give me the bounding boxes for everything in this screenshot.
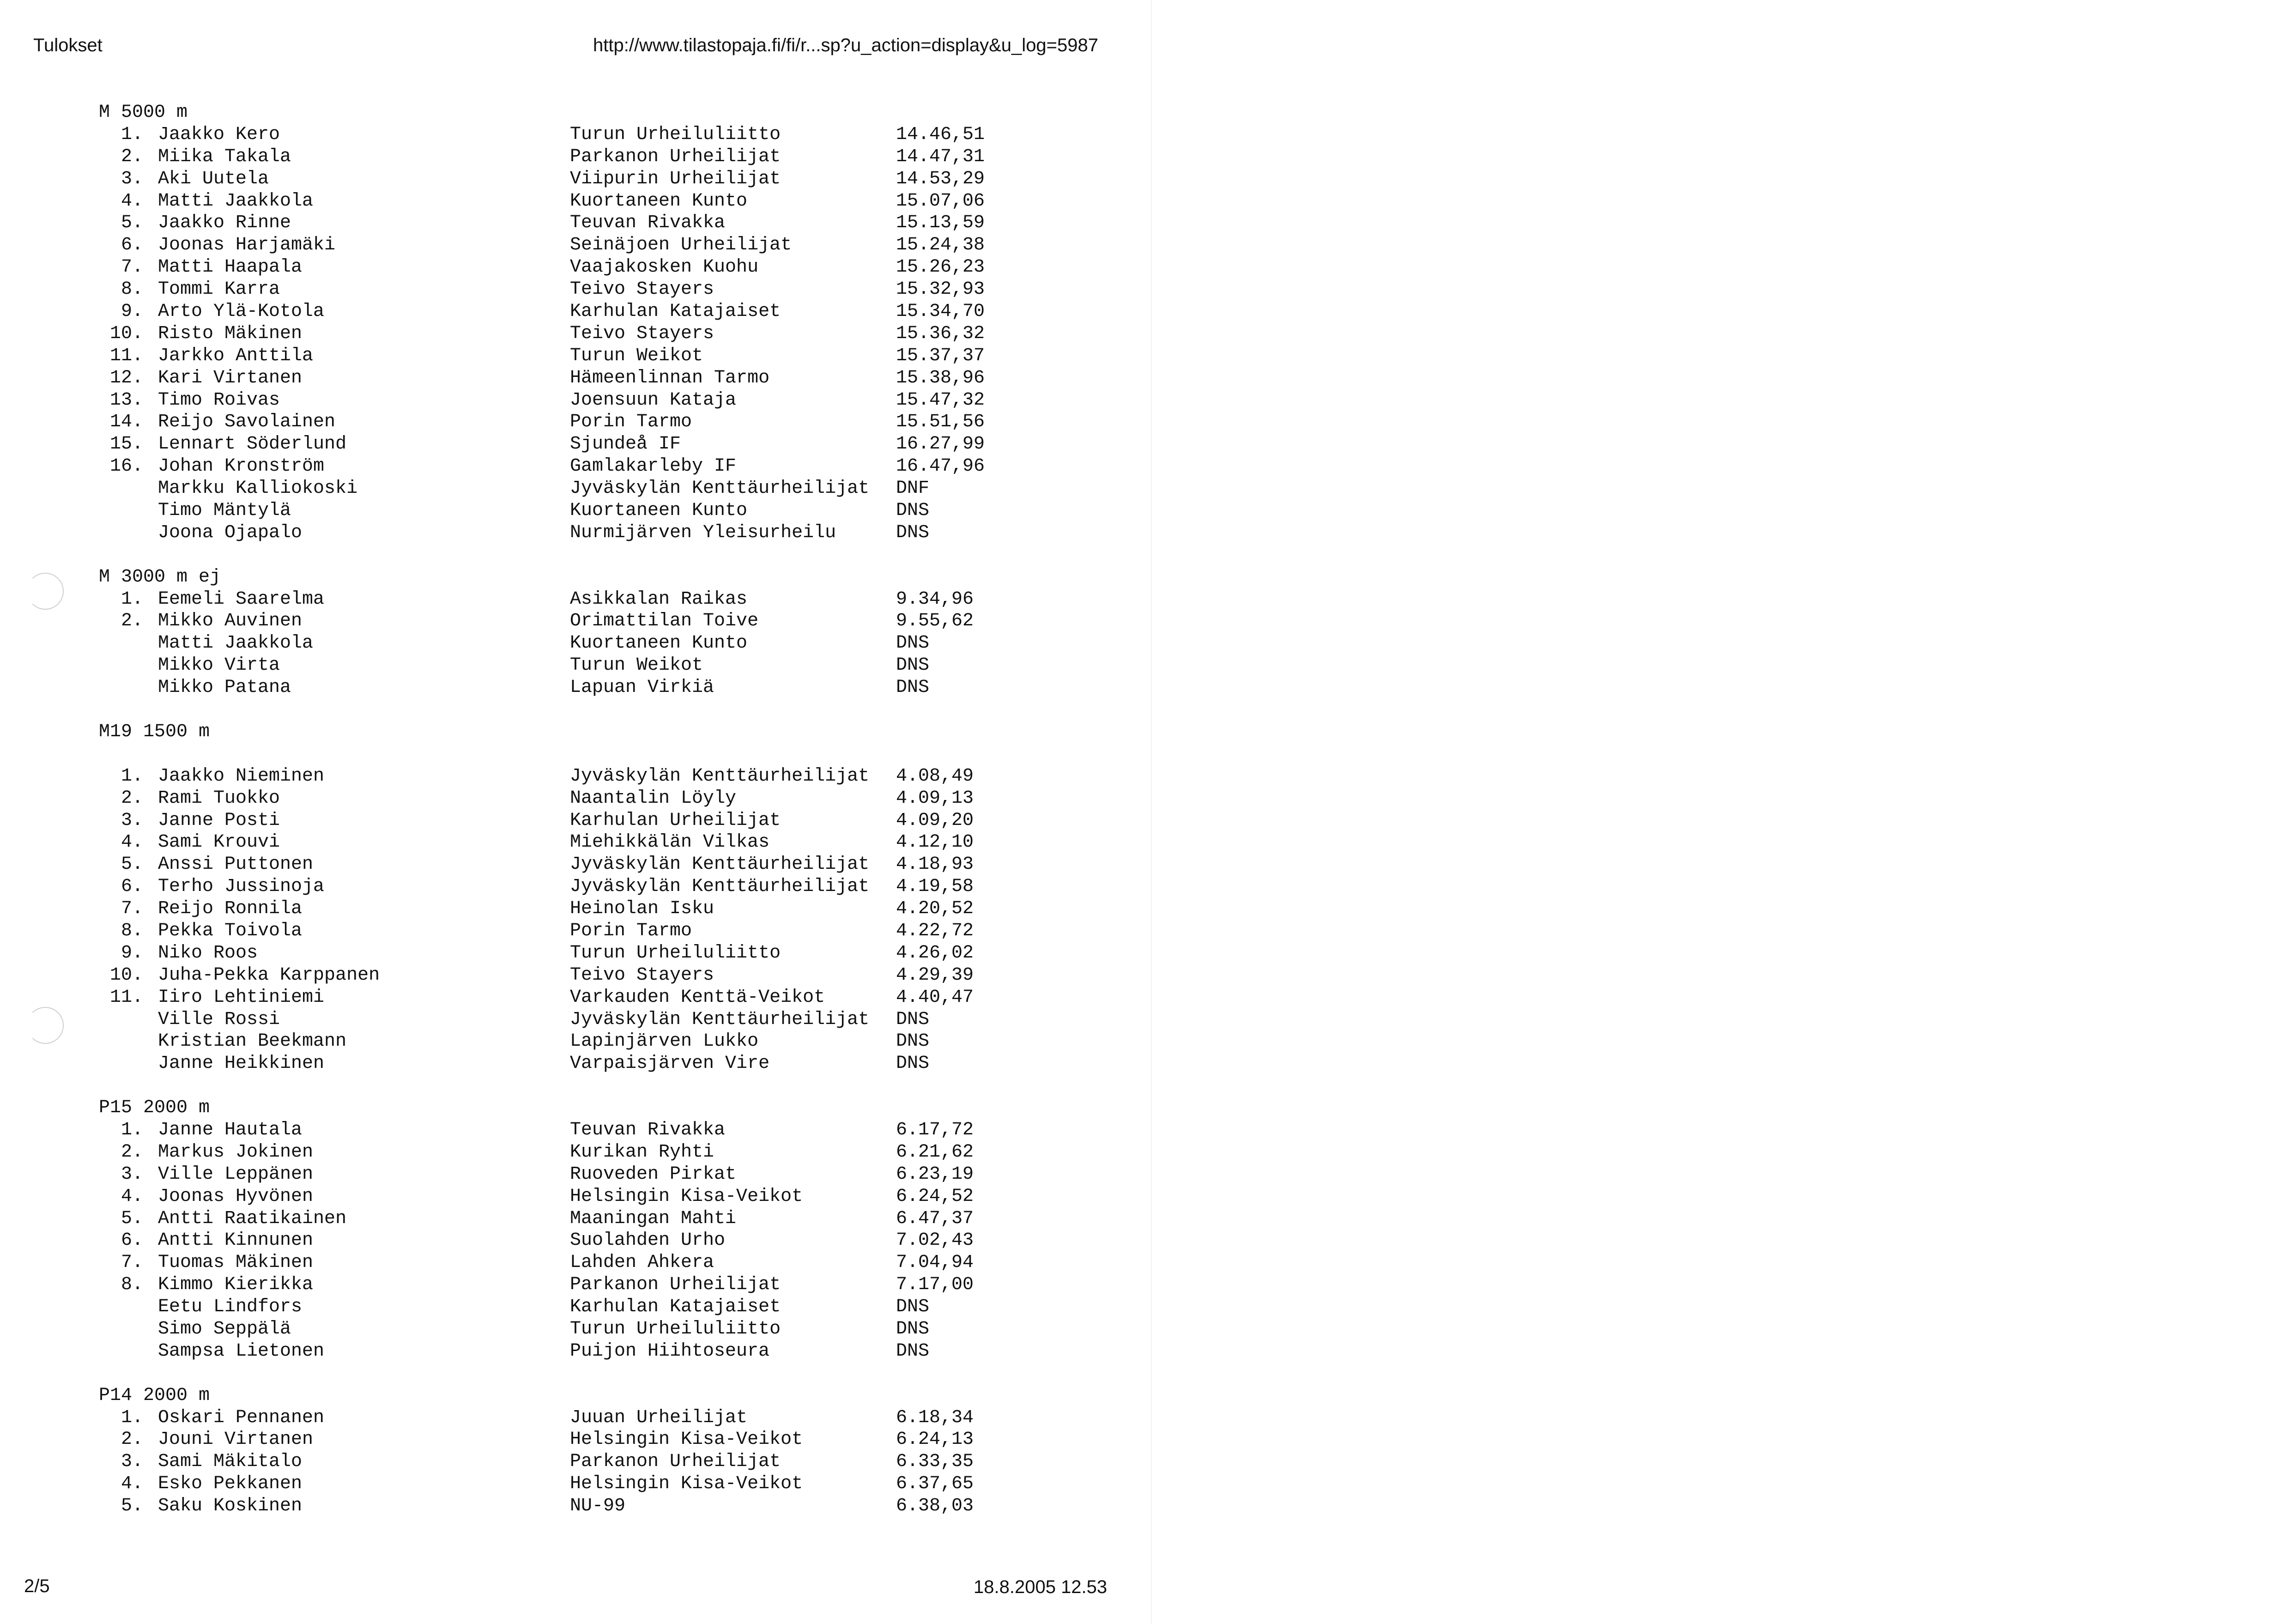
- blank-line: [99, 699, 1069, 721]
- result-time: 4.09,13: [896, 788, 974, 809]
- result-row: [99, 588, 1069, 611]
- result-time: 9.34,96: [896, 588, 974, 610]
- result-time: 4.12,10: [896, 832, 974, 853]
- athlete-name: Tuomas Mäkinen: [158, 1252, 314, 1273]
- result-time: 6.33,35: [896, 1451, 974, 1473]
- club-name: Helsingin Kisa-Veikot: [570, 1429, 803, 1450]
- placing: 7.: [121, 898, 143, 920]
- athlete-name: Mikko Virta: [158, 655, 280, 676]
- placing: 1.: [121, 1407, 143, 1428]
- placing: 4.: [121, 1473, 143, 1495]
- result-row: [99, 500, 1069, 522]
- athlete-name: Juha-Pekka Karppanen: [158, 964, 380, 986]
- result-row: [99, 1407, 1069, 1429]
- result-row: [99, 301, 1069, 323]
- result-time: DNS: [896, 1318, 930, 1339]
- club-name: Karhulan Urheilijat: [570, 810, 781, 831]
- result-time: 4.29,39: [896, 964, 974, 986]
- placing: 2.: [121, 146, 143, 167]
- club-name: Jyväskylän Kenttäurheilijat: [570, 765, 870, 787]
- club-name: Joensuun Kataja: [570, 389, 737, 411]
- placing: 5.: [121, 854, 143, 875]
- club-name: Turun Weikot: [570, 655, 703, 676]
- club-name: Puijon Hiihtoseura: [570, 1340, 770, 1362]
- result-time: 4.08,49: [896, 765, 974, 787]
- result-time: DNS: [896, 655, 930, 676]
- result-time: 15.36,32: [896, 323, 985, 344]
- result-row: [99, 788, 1069, 810]
- placing: 4.: [121, 1186, 143, 1207]
- athlete-name: Joona Ojapalo: [158, 522, 303, 543]
- athlete-name: Jaakko Kero: [158, 124, 280, 145]
- result-row: [99, 632, 1069, 654]
- result-row: [99, 168, 1069, 190]
- result-row: [99, 1119, 1069, 1141]
- athlete-name: Kari Virtanen: [158, 367, 303, 388]
- result-row: [99, 1274, 1069, 1296]
- athlete-name: Jouni Virtanen: [158, 1429, 314, 1450]
- placing: 4.: [121, 190, 143, 212]
- athlete-name: Rami Tuokko: [158, 788, 280, 809]
- result-row: [99, 654, 1069, 677]
- placing: 9.: [121, 301, 143, 322]
- result-time: 15.51,56: [896, 412, 985, 433]
- club-name: Helsingin Kisa-Veikot: [570, 1473, 803, 1495]
- result-time: 15.47,32: [896, 389, 985, 411]
- club-name: Suolahden Urho: [570, 1230, 726, 1251]
- club-name: Helsingin Kisa-Veikot: [570, 1186, 803, 1207]
- result-time: 14.46,51: [896, 124, 985, 145]
- result-time: 6.23,19: [896, 1163, 974, 1185]
- club-name: Ruoveden Pirkat: [570, 1163, 737, 1185]
- page-header-url: http://www.tilastopaja.fi/fi/r...sp?u_action=display&u_log=5987: [593, 35, 1099, 55]
- club-name: Vaajakosken Kuohu: [570, 257, 759, 278]
- athlete-name: Markku Kalliokoski: [158, 478, 358, 499]
- athlete-name: Reijo Ronnila: [158, 898, 303, 920]
- blank-line: [99, 743, 1069, 765]
- result-time: 6.21,62: [896, 1141, 974, 1163]
- club-name: Kuortaneen Kunto: [570, 500, 748, 521]
- club-name: Nurmijärven Yleisurheilu: [570, 522, 836, 543]
- result-time: DNS: [896, 500, 930, 521]
- result-row: [99, 987, 1069, 1009]
- result-time: 15.34,70: [896, 301, 985, 322]
- placing: 2.: [121, 1141, 143, 1163]
- result-time: DNS: [896, 1297, 930, 1318]
- result-row: [99, 1163, 1069, 1186]
- result-row: [99, 1252, 1069, 1274]
- result-row: [99, 323, 1069, 345]
- club-name: Teivo Stayers: [570, 279, 714, 300]
- result-time: 15.26,23: [896, 257, 985, 278]
- results-list: [99, 102, 1069, 1517]
- result-row: [99, 124, 1069, 146]
- result-time: 6.18,34: [896, 1407, 974, 1428]
- result-row: [99, 389, 1069, 412]
- club-name: Parkanon Urheilijat: [570, 1274, 781, 1296]
- club-name: Jyväskylän Kenttäurheilijat: [570, 478, 870, 499]
- athlete-name: Terho Jussinoja: [158, 876, 325, 897]
- club-name: Sjundeå IF: [570, 434, 681, 455]
- athlete-name: Pekka Toivola: [158, 920, 303, 941]
- club-name: Jyväskylän Kenttäurheilijat: [570, 1009, 870, 1030]
- result-row: [99, 1495, 1069, 1517]
- result-row: [99, 367, 1069, 389]
- result-row: [99, 942, 1069, 964]
- placing: 1.: [121, 588, 143, 610]
- result-row: [99, 345, 1069, 367]
- placing: 1.: [121, 124, 143, 145]
- result-row: [99, 920, 1069, 942]
- result-row: [99, 411, 1069, 433]
- athlete-name: Joonas Hyvönen: [158, 1186, 314, 1207]
- club-name: Miehikkälän Vilkas: [570, 832, 770, 853]
- event-section: [99, 102, 1069, 566]
- placing: 5.: [121, 1208, 143, 1229]
- result-time: 7.04,94: [896, 1252, 974, 1273]
- result-row: [99, 898, 1069, 920]
- club-name: Karhulan Katajaiset: [570, 1297, 781, 1318]
- athlete-name: Miika Takala: [158, 146, 291, 167]
- placing: 8.: [121, 920, 143, 941]
- result-time: DNS: [896, 1031, 930, 1052]
- club-name: Porin Tarmo: [570, 412, 692, 433]
- result-row: [99, 610, 1069, 632]
- athlete-name: Matti Haapala: [158, 257, 303, 278]
- club-name: Varkauden Kenttä-Veikot: [570, 987, 825, 1008]
- result-row: [99, 810, 1069, 832]
- placing: 5.: [121, 1496, 143, 1517]
- result-row: [99, 964, 1069, 987]
- club-name: Teivo Stayers: [570, 323, 714, 344]
- page-header-title: Tulokset: [33, 35, 103, 55]
- result-time: 15.24,38: [896, 235, 985, 256]
- result-row: [99, 765, 1069, 788]
- club-name: Viipurin Urheilijat: [570, 168, 781, 189]
- blank-line: [99, 1075, 1069, 1097]
- result-row: [99, 146, 1069, 168]
- club-name: Maaningan Mahti: [570, 1208, 737, 1229]
- result-row: [99, 234, 1069, 256]
- result-time: 4.26,02: [896, 942, 974, 963]
- event-section: [99, 566, 1069, 721]
- result-time: 6.47,37: [896, 1208, 974, 1229]
- athlete-name: Jaakko Nieminen: [158, 765, 325, 787]
- club-name: Asikkalan Raikas: [570, 588, 748, 610]
- club-name: Kuortaneen Kunto: [570, 633, 748, 654]
- placing: 13.: [109, 389, 143, 411]
- athlete-name: Jarkko Anttila: [158, 345, 314, 366]
- athlete-name: Johan Kronström: [158, 456, 325, 477]
- result-row: [99, 522, 1069, 544]
- placing: 15.: [109, 434, 143, 455]
- placing: 2.: [121, 611, 143, 632]
- result-time: 6.24,13: [896, 1429, 974, 1450]
- placing: 3.: [121, 1163, 143, 1185]
- result-row: [99, 455, 1069, 478]
- athlete-name: Mikko Patana: [158, 677, 291, 698]
- result-row: [99, 677, 1069, 699]
- event-section: [99, 1097, 1069, 1385]
- page-number: 2/5: [24, 1576, 50, 1596]
- page-edge: [1151, 0, 1152, 1624]
- athlete-name: Ville Rossi: [158, 1009, 280, 1030]
- result-row: [99, 1473, 1069, 1495]
- placing: 11.: [109, 345, 143, 366]
- event-title: M 3000 m ej: [99, 566, 221, 588]
- placing: 3.: [121, 810, 143, 831]
- athlete-name: Saku Koskinen: [158, 1496, 303, 1517]
- result-time: 9.55,62: [896, 611, 974, 632]
- result-time: DNS: [896, 1053, 930, 1074]
- athlete-name: Matti Jaakkola: [158, 190, 314, 212]
- athlete-name: Joonas Harjamäki: [158, 235, 336, 256]
- club-name: Turun Urheiluliitto: [570, 942, 781, 963]
- club-name: Varpaisjärven Vire: [570, 1053, 770, 1074]
- result-row: [99, 1296, 1069, 1318]
- result-row: [99, 1009, 1069, 1031]
- athlete-name: Mikko Auvinen: [158, 611, 303, 632]
- result-row: [99, 190, 1069, 212]
- club-name: Kuortaneen Kunto: [570, 190, 748, 212]
- athlete-name: Matti Jaakkola: [158, 633, 314, 654]
- result-row: [99, 433, 1069, 455]
- result-time: 15.32,93: [896, 279, 985, 300]
- result-row: [99, 1208, 1069, 1230]
- blank-line: [99, 544, 1069, 566]
- result-time: DNS: [896, 522, 930, 543]
- placing: 4.: [121, 832, 143, 853]
- athlete-name: Sami Krouvi: [158, 832, 280, 853]
- club-name: Teuvan Rivakka: [570, 212, 726, 234]
- result-time: 4.19,58: [896, 876, 974, 897]
- result-row: [99, 1186, 1069, 1208]
- club-name: Lapinjärven Lukko: [570, 1031, 759, 1052]
- result-row: [99, 212, 1069, 234]
- athlete-name: Arto Ylä-Kotola: [158, 301, 325, 322]
- result-time: 4.09,20: [896, 810, 974, 831]
- placing: 12.: [109, 367, 143, 388]
- event-title: P14 2000 m: [99, 1385, 210, 1406]
- result-row: [99, 854, 1069, 876]
- club-name: Karhulan Katajaiset: [570, 301, 781, 322]
- athlete-name: Iiro Lehtiniemi: [158, 987, 325, 1008]
- club-name: Jyväskylän Kenttäurheilijat: [570, 854, 870, 875]
- placing: 8.: [121, 1274, 143, 1296]
- placing: 6.: [121, 1230, 143, 1251]
- club-name: Porin Tarmo: [570, 920, 692, 941]
- placing: 2.: [121, 1429, 143, 1450]
- result-time: 7.02,43: [896, 1230, 974, 1251]
- club-name: Parkanon Urheilijat: [570, 146, 781, 167]
- punch-hole: [27, 573, 64, 610]
- athlete-name: Jaakko Rinne: [158, 212, 291, 234]
- result-time: 14.47,31: [896, 146, 985, 167]
- placing: 9.: [121, 942, 143, 963]
- athlete-name: Timo Mäntylä: [158, 500, 291, 521]
- club-name: Seinäjoen Urheilijat: [570, 235, 792, 256]
- athlete-name: Aki Uutela: [158, 168, 269, 189]
- placing: 8.: [121, 279, 143, 300]
- result-row: [99, 279, 1069, 301]
- result-row: [99, 478, 1069, 500]
- club-name: Turun Urheiluliitto: [570, 1318, 781, 1339]
- result-row: [99, 1318, 1069, 1340]
- result-time: 16.27,99: [896, 434, 985, 455]
- club-name: Jyväskylän Kenttäurheilijat: [570, 876, 870, 897]
- athlete-name: Niko Roos: [158, 942, 258, 963]
- blank-line: [99, 1363, 1069, 1385]
- club-name: NU-99: [570, 1496, 626, 1517]
- placing: 6.: [121, 876, 143, 897]
- athlete-name: Sami Mäkitalo: [158, 1451, 303, 1473]
- club-name: Parkanon Urheilijat: [570, 1451, 781, 1473]
- athlete-name: Janne Heikkinen: [158, 1053, 325, 1074]
- placing: 10.: [109, 964, 143, 986]
- result-time: 14.53,29: [896, 168, 985, 189]
- result-time: 6.17,72: [896, 1119, 974, 1140]
- placing: 16.: [109, 456, 143, 477]
- placing: 6.: [121, 235, 143, 256]
- club-name: Gamlakarleby IF: [570, 456, 737, 477]
- athlete-name: Antti Raatikainen: [158, 1208, 347, 1229]
- placing: 2.: [121, 788, 143, 809]
- athlete-name: Oskari Pennanen: [158, 1407, 325, 1428]
- result-row: [99, 1429, 1069, 1451]
- club-name: Heinolan Isku: [570, 898, 714, 920]
- club-name: Turun Weikot: [570, 345, 703, 366]
- athlete-name: Antti Kinnunen: [158, 1230, 314, 1251]
- athlete-name: Simo Seppälä: [158, 1318, 291, 1339]
- athlete-name: Janne Hautala: [158, 1119, 303, 1140]
- punch-hole: [27, 1007, 64, 1044]
- result-time: DNF: [896, 478, 930, 499]
- athlete-name: Janne Posti: [158, 810, 280, 831]
- placing: 7.: [121, 1252, 143, 1273]
- result-time: 6.38,03: [896, 1496, 974, 1517]
- placing: 3.: [121, 1451, 143, 1473]
- athlete-name: Markus Jokinen: [158, 1141, 314, 1163]
- athlete-name: Risto Mäkinen: [158, 323, 303, 344]
- result-time: 15.38,96: [896, 367, 985, 388]
- result-row: [99, 1230, 1069, 1252]
- club-name: Naantalin Löyly: [570, 788, 737, 809]
- placing: 14.: [109, 412, 143, 433]
- club-name: Teivo Stayers: [570, 964, 714, 986]
- club-name: Lahden Ahkera: [570, 1252, 714, 1273]
- athlete-name: Lennart Söderlund: [158, 434, 347, 455]
- result-time: DNS: [896, 1009, 930, 1030]
- result-row: [99, 1340, 1069, 1363]
- athlete-name: Kristian Beekmann: [158, 1031, 347, 1052]
- placing: 1.: [121, 1119, 143, 1140]
- event-section: [99, 721, 1069, 1097]
- result-time: 16.47,96: [896, 456, 985, 477]
- result-row: [99, 1030, 1069, 1053]
- athlete-name: Reijo Savolainen: [158, 412, 336, 433]
- athlete-name: Esko Pekkanen: [158, 1473, 303, 1495]
- result-time: 6.24,52: [896, 1186, 974, 1207]
- athlete-name: Ville Leppänen: [158, 1163, 314, 1185]
- result-row: [99, 876, 1069, 898]
- result-time: DNS: [896, 1340, 930, 1362]
- event-title: M19 1500 m: [99, 721, 210, 742]
- result-time: DNS: [896, 677, 930, 698]
- placing: 7.: [121, 257, 143, 278]
- athlete-name: Kimmo Kierikka: [158, 1274, 314, 1296]
- club-name: Juuan Urheilijat: [570, 1407, 748, 1428]
- club-name: Kurikan Ryhti: [570, 1141, 714, 1163]
- placing: 5.: [121, 212, 143, 234]
- athlete-name: Sampsa Lietonen: [158, 1340, 325, 1362]
- result-time: 15.37,37: [896, 345, 985, 366]
- event-title: M 5000 m: [99, 102, 188, 123]
- result-row: [99, 256, 1069, 279]
- athlete-name: Eemeli Saarelma: [158, 588, 325, 610]
- club-name: Teuvan Rivakka: [570, 1119, 726, 1140]
- athlete-name: Eetu Lindfors: [158, 1297, 303, 1318]
- result-time: 15.07,06: [896, 190, 985, 212]
- result-time: 7.17,00: [896, 1274, 974, 1296]
- result-row: [99, 1451, 1069, 1473]
- result-row: [99, 831, 1069, 854]
- print-datetime: 18.8.2005 12.53: [974, 1577, 1108, 1597]
- athlete-name: Anssi Puttonen: [158, 854, 314, 875]
- club-name: Turun Urheiluliitto: [570, 124, 781, 145]
- event-section: [99, 1385, 1069, 1517]
- club-name: Lapuan Virkiä: [570, 677, 714, 698]
- event-title: P15 2000 m: [99, 1097, 210, 1119]
- result-time: 15.13,59: [896, 212, 985, 234]
- result-time: 4.40,47: [896, 987, 974, 1008]
- result-time: 4.18,93: [896, 854, 974, 875]
- club-name: Hämeenlinnan Tarmo: [570, 367, 770, 388]
- placing: 11.: [109, 987, 143, 1008]
- placing: 3.: [121, 168, 143, 189]
- placing: 10.: [109, 323, 143, 344]
- result-row: [99, 1053, 1069, 1075]
- placing: 1.: [121, 765, 143, 787]
- result-time: 6.37,65: [896, 1473, 974, 1495]
- result-row: [99, 1141, 1069, 1163]
- club-name: Orimattilan Toive: [570, 611, 759, 632]
- result-time: 4.22,72: [896, 920, 974, 941]
- athlete-name: Tommi Karra: [158, 279, 280, 300]
- athlete-name: Timo Roivas: [158, 389, 280, 411]
- result-time: 4.20,52: [896, 898, 974, 920]
- result-time: DNS: [896, 633, 930, 654]
